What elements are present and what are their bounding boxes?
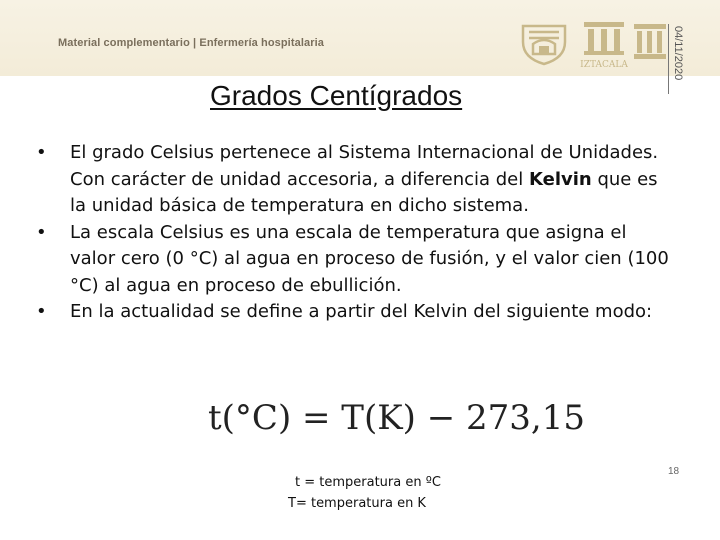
bullet-list xyxy=(36,140,676,326)
bullet-text: En la actualidad se define a partir del Kelvin del siguiente modo: xyxy=(70,301,653,322)
bullet-item xyxy=(36,299,676,326)
celsius-kelvin-formula: t(°C) = T(K) − 273,15 xyxy=(208,398,585,438)
bullet-text: que es la unidad básica de temperatura en dicho sistema. xyxy=(70,168,658,216)
slide-date: 04/11/2020 xyxy=(672,26,684,81)
iztacala-building-icon xyxy=(632,18,668,64)
unam-shield-icon xyxy=(519,18,569,66)
bullet-item xyxy=(36,140,676,220)
bullet-item xyxy=(36,220,676,300)
bullet-bold-term: Kelvin xyxy=(528,168,592,190)
fes-iztacala-logo xyxy=(578,18,630,70)
logo-caption: IZTACALA xyxy=(580,60,628,70)
slide-title: Grados Centígrados xyxy=(210,80,463,111)
legend-line-t: t = temperatura en ºC xyxy=(295,475,441,490)
formula-legend xyxy=(288,472,441,514)
date-divider xyxy=(668,24,669,94)
legend-line-T: T= temperatura en K xyxy=(288,496,426,511)
page-number: 18 xyxy=(668,466,680,477)
bullet-text: El grado Celsius pertenece al Sistema Internacional de Unidades. Con carácter de unidad accesoria, a diferencia del xyxy=(70,142,659,190)
course-subtitle: Material complementario | Enfermería hospitalaria xyxy=(58,37,324,49)
bullet-text: La escala Celsius es una escala de temperatura que asigna el valor cero (0 °C) al agua en proceso de fusión, y el valor cien (100 °C) al agua en proceso de ebullición. xyxy=(70,221,669,296)
